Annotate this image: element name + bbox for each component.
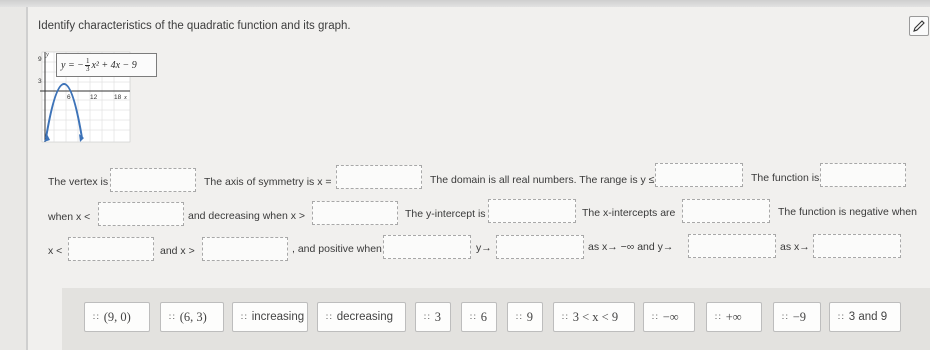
label-positive-when: , and positive when [292,243,382,255]
drag-handle-icon: ∷ [424,311,429,322]
svg-text:9: 9 [38,56,42,63]
question-prompt: Identify characteristics of the quadratic function and its graph. [38,20,351,32]
drop-negative-upper[interactable] [202,237,288,261]
drag-handle-icon: ∷ [470,311,475,322]
label-x-lt: x < [48,245,63,257]
label-function-is: The function is [751,172,820,184]
chip-neg-9[interactable]: ∷ −9 [773,302,821,332]
chip-neg-infinity[interactable]: ∷ −∞ [643,302,695,332]
svg-text:3: 3 [38,78,42,85]
chip-3-lt-x-lt-9[interactable]: ∷ 3 < x < 9 [553,302,635,332]
chip-6-3[interactable]: ∷ (6, 3) [160,302,224,332]
label-range: The domain is all real numbers. The range is y ≤ [430,174,655,186]
drag-handle-icon: ∷ [782,311,787,322]
label-as-x-arrow: as x→ [780,241,810,253]
drop-y-intercept[interactable] [488,199,576,223]
edit-button[interactable] [909,16,929,36]
drop-vertex[interactable] [110,168,196,192]
svg-text:x: x [124,94,127,101]
drag-handle-icon: ∷ [715,311,720,322]
svg-text:18: 18 [114,94,122,101]
drop-increasing-bound[interactable] [98,202,184,226]
equation-label: y = − $\frac{1}{3}$ x² + 4x − 9 [56,53,157,77]
chip-9[interactable]: ∷ 9 [507,302,543,332]
svg-text:6: 6 [67,94,71,101]
drop-decreasing-bound[interactable] [312,201,398,225]
chip-3-and-9[interactable]: ∷ 3 and 9 [829,302,901,332]
chip-9-0[interactable]: ∷ (9, 0) [84,302,150,332]
label-as-x-neg-inf: as x→ −∞ and y→ [588,241,674,253]
label-y-intercept: The y-intercept is [405,208,486,220]
drag-handle-icon: ∷ [562,311,567,322]
chip-6[interactable]: ∷ 6 [461,302,497,332]
drop-positive-interval[interactable] [383,235,471,259]
label-vertex: The vertex is [48,176,109,188]
drag-handle-icon: ∷ [93,311,98,322]
top-bar [0,0,930,7]
drop-x-limit[interactable] [813,234,901,258]
svg-text:12: 12 [90,94,98,101]
label-when-x-lt: when x < [48,211,91,223]
drag-handle-icon: ∷ [169,311,174,322]
chip-pos-infinity[interactable]: ∷ +∞ [706,302,762,332]
drop-negative-lower[interactable] [68,237,154,261]
label-x-intercepts: The x-intercepts are [582,207,676,219]
label-y-arrow: y→ [476,242,492,254]
drop-axis[interactable] [336,165,422,189]
drop-y-limit-pos[interactable] [688,234,776,258]
drop-range[interactable] [655,163,743,187]
pencil-icon [912,19,926,33]
equation-fraction: $\frac{1}{3}$ [85,56,90,73]
chip-decreasing[interactable]: ∷ decreasing [317,302,406,332]
drag-handle-icon: ∷ [326,311,331,322]
drop-x-intercepts[interactable] [682,199,770,223]
chip-3[interactable]: ∷ 3 [415,302,451,332]
drop-function-behavior[interactable] [820,163,906,187]
drag-handle-icon: ∷ [241,311,246,322]
drag-handle-icon: ∷ [652,311,657,322]
label-axis: The axis of symmetry is x = [204,176,332,188]
drag-handle-icon: ∷ [838,311,843,322]
label-negative-when: The function is negative when [778,206,917,218]
drag-handle-icon: ∷ [516,311,521,322]
chip-increasing[interactable]: ∷ increasing [232,302,308,332]
label-and-x-gt: and x > [160,245,195,257]
label-decreasing-when: and decreasing when x > [188,210,306,222]
svg-text:y: y [46,51,49,58]
drop-y-limit-neg[interactable] [496,235,584,259]
